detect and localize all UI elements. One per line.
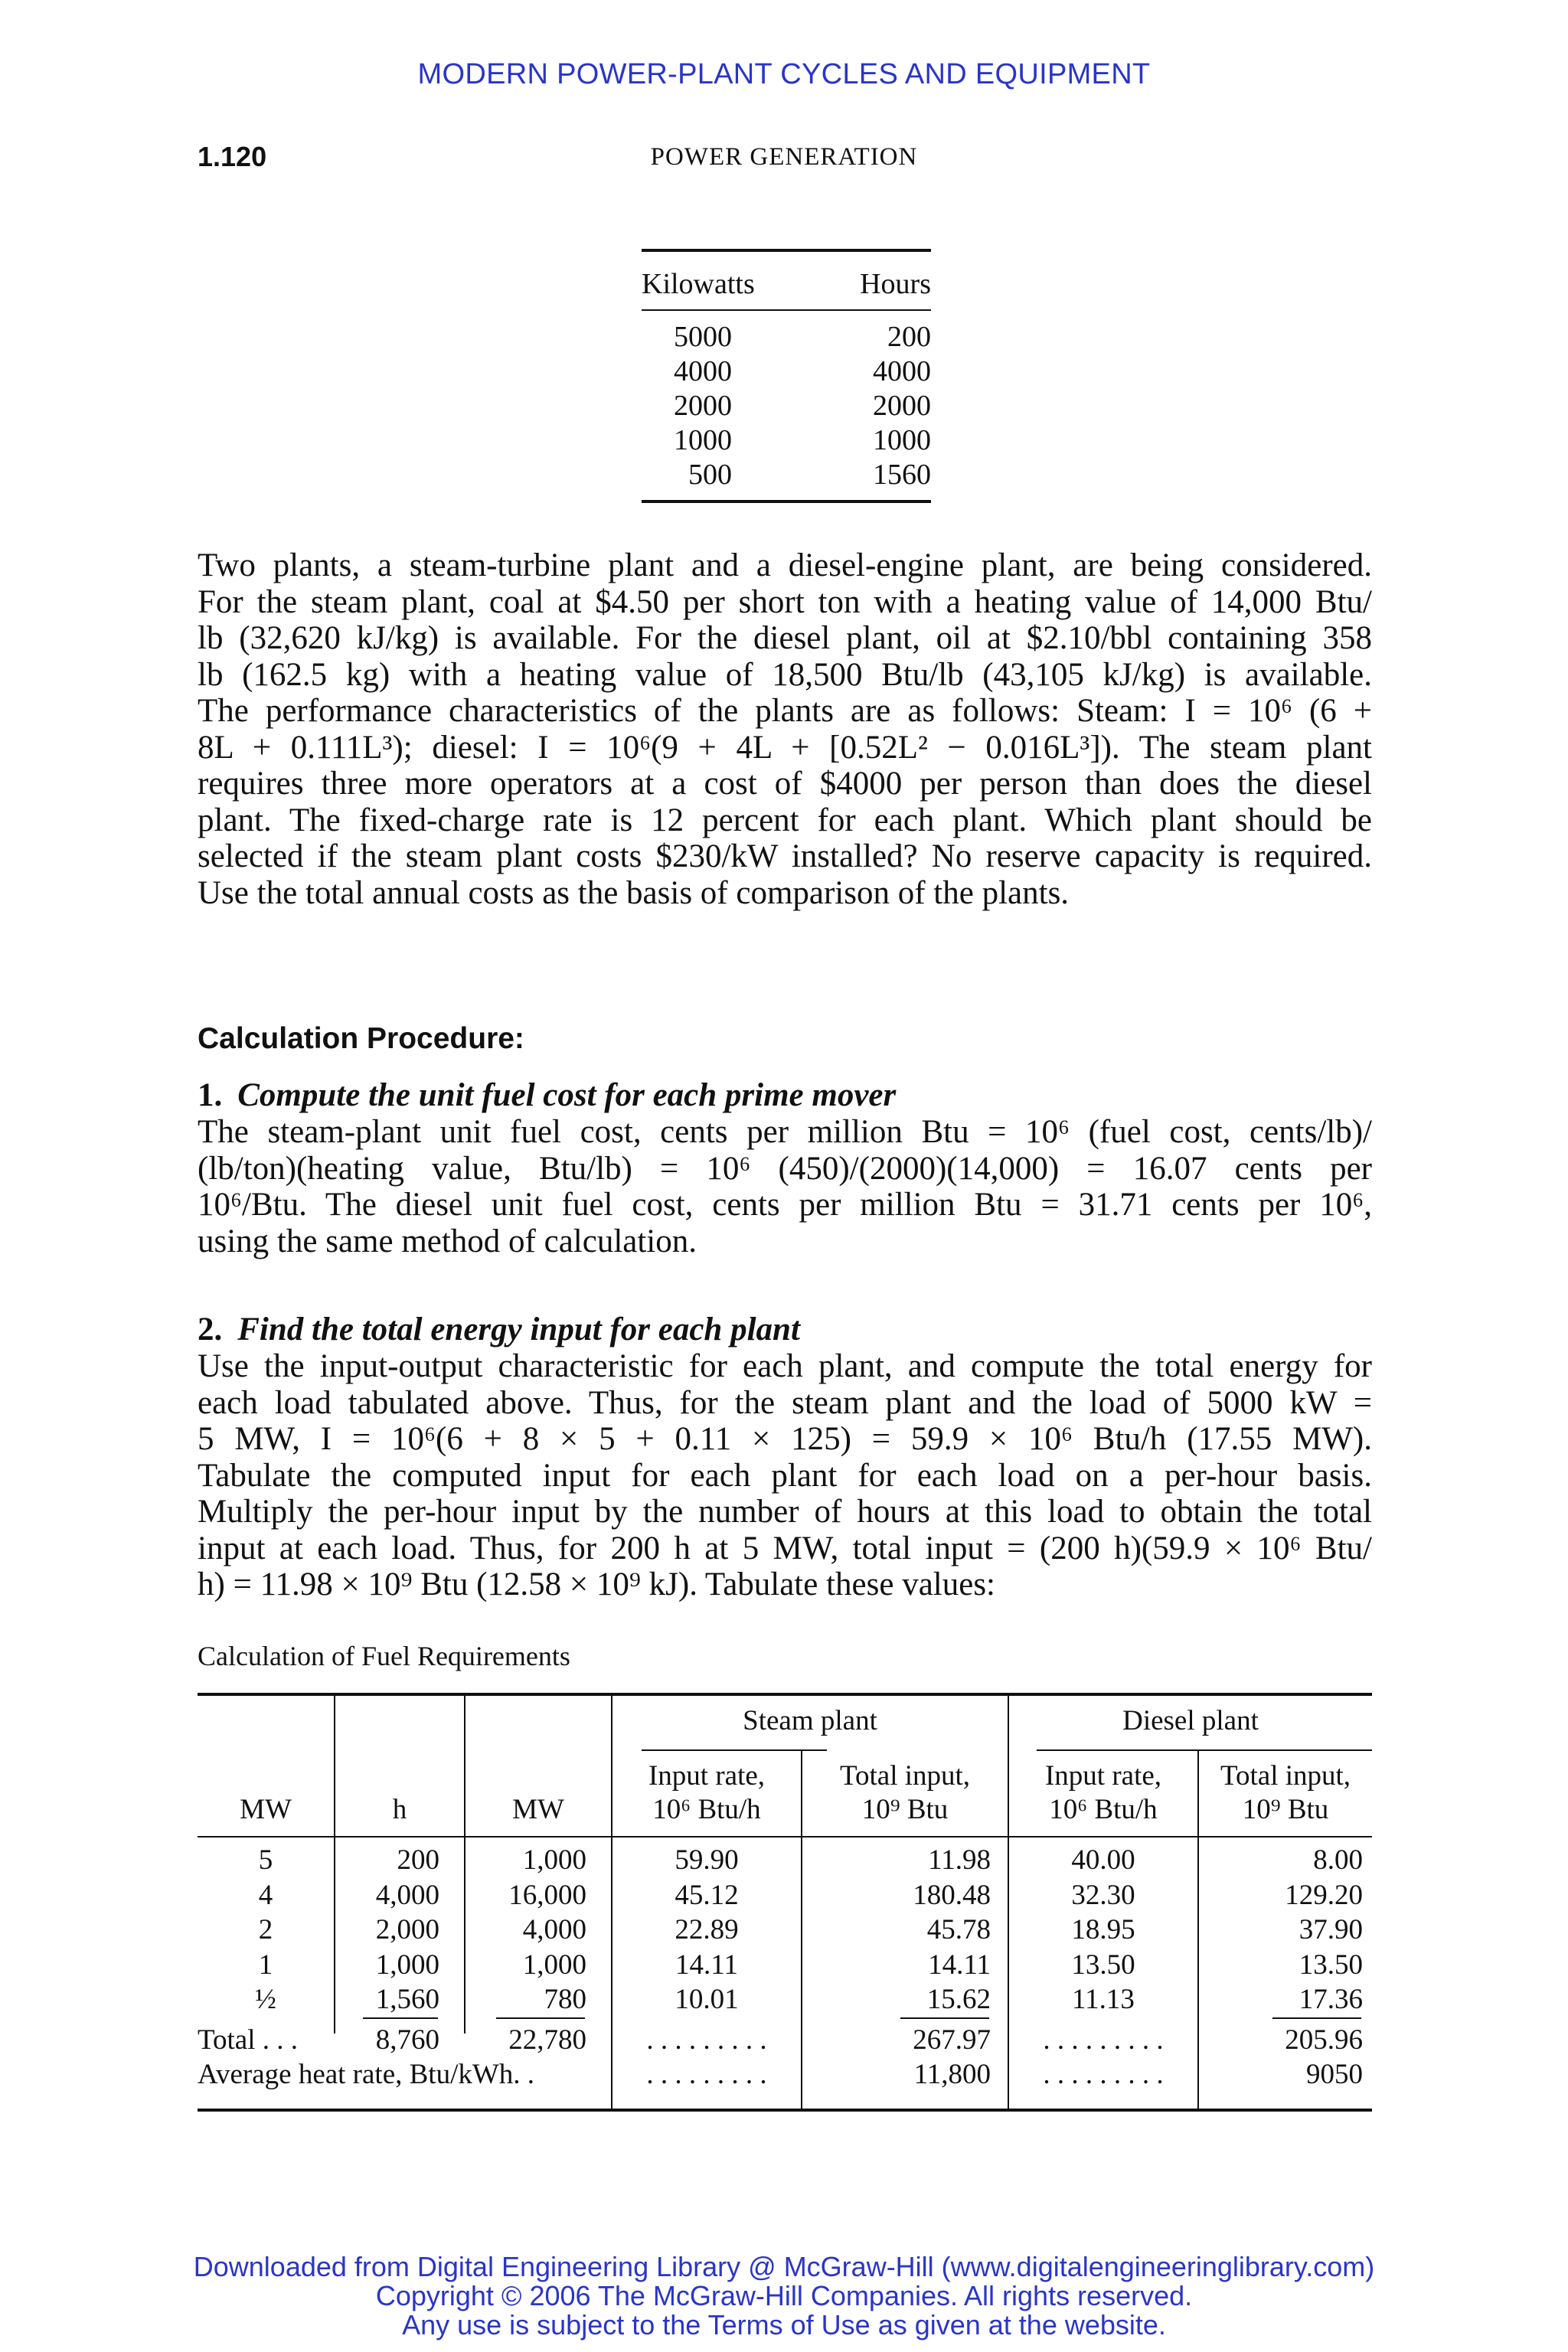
column-header-steam-total-input-unit: 10⁹ Btu [861,1794,949,1825]
text-line: The performance characteristics of the plants are as follows: Steam: I = 10⁶ (6 + [198,693,1372,729]
cell-mw: 1 [258,1949,273,1981]
cell-hours: 4000 [873,355,931,387]
cell-kilowatts: 1000 [674,424,732,456]
step-number: 2. [198,1312,223,1348]
book-title-link[interactable]: MODERN POWER-PLANT CYCLES AND EQUIPMENT [417,58,1151,90]
cell-mw: ½ [255,1984,276,2015]
total-steam-rate-leader: . . . . . . . . . [646,2024,767,2056]
load-table-header [642,252,931,309]
text-line: using the same method of calculation. [198,1223,697,1259]
column-header-kilowatts: Kilowatts [642,268,755,300]
table-row [642,354,931,389]
step-title-text: Find the total energy input for each plant [237,1312,800,1348]
text-line: (lb/ton)(heating value, Btu/lb) = 10⁶ (450)/(2000)(14,000) = 16.07 cents per [198,1150,1372,1187]
cell-steam-input-rate: 14.11 [675,1949,738,1981]
column-header-steam-input-rate-unit: 10⁶ Btu/h [652,1794,761,1825]
column-header-mw: MW [240,1794,292,1825]
text-line: The steam-plant unit fuel cost, cents per million Btu = 10⁶ (fuel cost, cents/lb)/ [198,1114,1372,1150]
column-header-diesel-input-rate-unit: 10⁶ Btu/h [1049,1794,1158,1825]
cell-diesel-input-rate: 13.50 [1071,1949,1135,1981]
cell-mwh: 1,000 [522,1949,586,1981]
table-rule [642,1749,827,1751]
table-row [642,389,931,423]
cell-kilowatts: 5000 [674,321,732,353]
cell-diesel-input-rate: 18.95 [1071,1914,1135,1945]
footer-terms[interactable]: Any use is subject to the Terms of Use as given at the website. [402,2309,1166,2341]
text-line: Two plants, a steam-turbine plant and a diesel-engine plant, are being considered. [198,547,1372,583]
cell-hours: 1000 [873,424,931,456]
cell-hours: 4,000 [375,1879,439,1911]
cell-kilowatts: 500 [688,459,732,491]
cell-diesel-input-rate: 40.00 [1071,1844,1135,1876]
table-rule [198,1836,1372,1838]
group-header-diesel: Diesel plant [1122,1705,1259,1736]
cell-mwh: 4,000 [522,1914,586,1945]
cell-mwh: 16,000 [508,1879,586,1911]
step-1-title [198,1076,896,1114]
text-line: Use the input-output characteristic for each plant, and compute the total energy for [198,1348,1372,1384]
column-header-steam-total-input: Total input, [839,1760,971,1792]
cell-mw: 4 [258,1879,273,1911]
cell-mw: 2 [258,1914,273,1945]
total-diesel-rate-leader: . . . . . . . . . [1043,2024,1164,2056]
cell-hours: 200 [887,321,931,353]
table-rule [642,500,931,503]
cell-diesel-input-rate: 11.13 [1072,1984,1135,2015]
total-steam-input: 267.97 [913,2024,991,2056]
text-line: Multiply the per-hour input by the number of hours at this load to obtain the total [198,1494,1372,1530]
fuel-requirements-table [198,1693,1372,2112]
sum-rule [496,2017,585,2019]
step-number: 1. [198,1077,223,1113]
cell-steam-total-input: 15.62 [926,1984,991,2015]
cell-hours: 2,000 [375,1914,439,1945]
column-header-hours: h [392,1794,407,1825]
table-row [642,423,931,458]
heat-rate-diesel-value: 9050 [1306,2059,1363,2090]
column-header-diesel-input-rate: Input rate, [1044,1760,1162,1792]
cell-steam-input-rate: 59.90 [675,1844,739,1876]
column-header-diesel-total-input: Total input, [1220,1760,1351,1792]
total-diesel-input: 205.96 [1285,2024,1363,2056]
problem-statement [198,547,1372,911]
total-row-label: Total . . . [198,2024,298,2056]
text-line: requires three more operators at a cost of $4000 per person than does the diesel [198,766,1372,802]
footer-download-link[interactable]: Downloaded from Digital Engineering Library @ McGraw-Hill (www.digitalengineeringlibrary.com) [193,2251,1375,2282]
cell-hours: 1560 [873,459,931,491]
sum-rule [900,2017,989,2019]
heat-rate-diesel-leader: . . . . . . . . . [1043,2059,1164,2090]
column-header-mwh: MW [512,1794,564,1825]
cell-diesel-total-input: 17.36 [1298,1984,1363,2015]
running-head: POWER GENERATION [650,143,918,171]
cell-hours: 2000 [873,390,931,422]
group-header-steam: Steam plant [743,1705,877,1736]
step-2-title [198,1311,800,1348]
sum-rule [363,2017,438,2019]
cell-diesel-total-input: 129.20 [1285,1879,1363,1911]
text-line: plant. The fixed-charge rate is 12 percent for each plant. Which plant should be [198,802,1372,838]
page-number: 1.120 [198,141,267,172]
cell-diesel-total-input: 13.50 [1298,1949,1363,1981]
footer-copyright[interactable]: Copyright © 2006 The McGraw-Hill Companies. All rights reserved. [375,2280,1193,2311]
text-line: Use the total annual costs as the basis of comparison of the plants. [198,874,1070,911]
cell-steam-input-rate: 45.12 [675,1879,739,1911]
table-rule [198,1693,1372,1696]
cell-steam-input-rate: 10.01 [675,1984,739,2015]
text-line: lb (32,620 kJ/kg) is available. For the diesel plant, oil at $2.10/bbl containing 358 [198,620,1372,656]
text-line: selected if the steam plant costs $230/kW installed? No reserve capacity is required. [198,838,1372,874]
table-rule [1037,1749,1372,1751]
step-1-body [198,1114,1372,1259]
text-line: input at each load. Thus, for 200 h at 5 MW, total input = (200 h)(59.9 × 10⁶ Btu/ [198,1530,1372,1566]
cell-hours: 200 [397,1844,439,1876]
cell-kilowatts: 4000 [674,355,732,387]
cell-steam-total-input: 11.98 [928,1844,991,1876]
step-title-text: Compute the unit fuel cost for each prime mover [237,1077,897,1113]
text-line: 10⁶/Btu. The diesel unit fuel cost, cents per million Btu = 31.71 cents per 10⁶, [198,1187,1372,1223]
heat-rate-steam-value: 11,800 [913,2059,991,2090]
text-line: lb (162.5 kg) with a heating value of 18,500 Btu/lb (43,105 kJ/kg) is available. [198,656,1372,693]
cell-diesel-total-input: 8.00 [1313,1844,1363,1876]
sum-rule [1272,2017,1361,2019]
cell-mw: 5 [258,1844,273,1876]
load-table [642,249,931,503]
text-line: 5 MW, I = 10⁶(6 + 8 × 5 + 0.11 × 125) = 59.9 × 10⁶ Btu/h (17.55 MW). [198,1421,1372,1457]
step-2-body [198,1348,1372,1603]
text-line: 8L + 0.111L³); diesel: I = 10⁶(9 + 4L + [0.52L² − 0.016L³]). The steam plant [198,729,1372,766]
cell-hours: 1,560 [375,1984,439,2015]
text-line: h) = 11.98 × 10⁹ Btu (12.58 × 10⁹ kJ). Tabulate these values: [198,1566,995,1602]
heat-rate-row-label: Average heat rate, Btu/kWh. . [198,2059,535,2090]
column-header-steam-input-rate: Input rate, [648,1760,766,1792]
cell-hours: 1,000 [375,1949,439,1981]
cell-steam-input-rate: 22.89 [675,1914,739,1945]
column-header-diesel-total-input-unit: 10⁹ Btu [1242,1794,1329,1825]
text-line: Tabulate the computed input for each plant for each load on a per-hour basis. [198,1457,1372,1494]
text-line: For the steam plant, coal at $4.50 per short ton with a heating value of 14,000 Btu/ [198,583,1372,620]
table-caption: Calculation of Fuel Requirements [198,1641,570,1671]
cell-mwh: 1,000 [522,1844,586,1876]
cell-diesel-total-input: 37.90 [1298,1914,1363,1945]
table-row [642,458,931,492]
cell-steam-total-input: 45.78 [926,1914,991,1945]
total-mwh: 22,780 [508,2024,586,2056]
table-row [642,320,931,354]
cell-steam-total-input: 180.48 [913,1879,991,1911]
text-line: each load tabulated above. Thus, for the steam plant and the load of 5000 kW = [198,1384,1372,1421]
cell-diesel-input-rate: 32.30 [1071,1879,1135,1911]
total-hours: 8,760 [375,2024,439,2056]
calculation-procedure-heading: Calculation Procedure: [198,1022,524,1055]
cell-mwh: 780 [544,1984,586,2015]
cell-kilowatts: 2000 [674,390,732,422]
column-header-hours: Hours [860,268,931,300]
heat-rate-steam-leader: . . . . . . . . . [646,2059,767,2090]
cell-steam-total-input: 14.11 [928,1949,991,1981]
table-rule [198,2109,1372,2112]
